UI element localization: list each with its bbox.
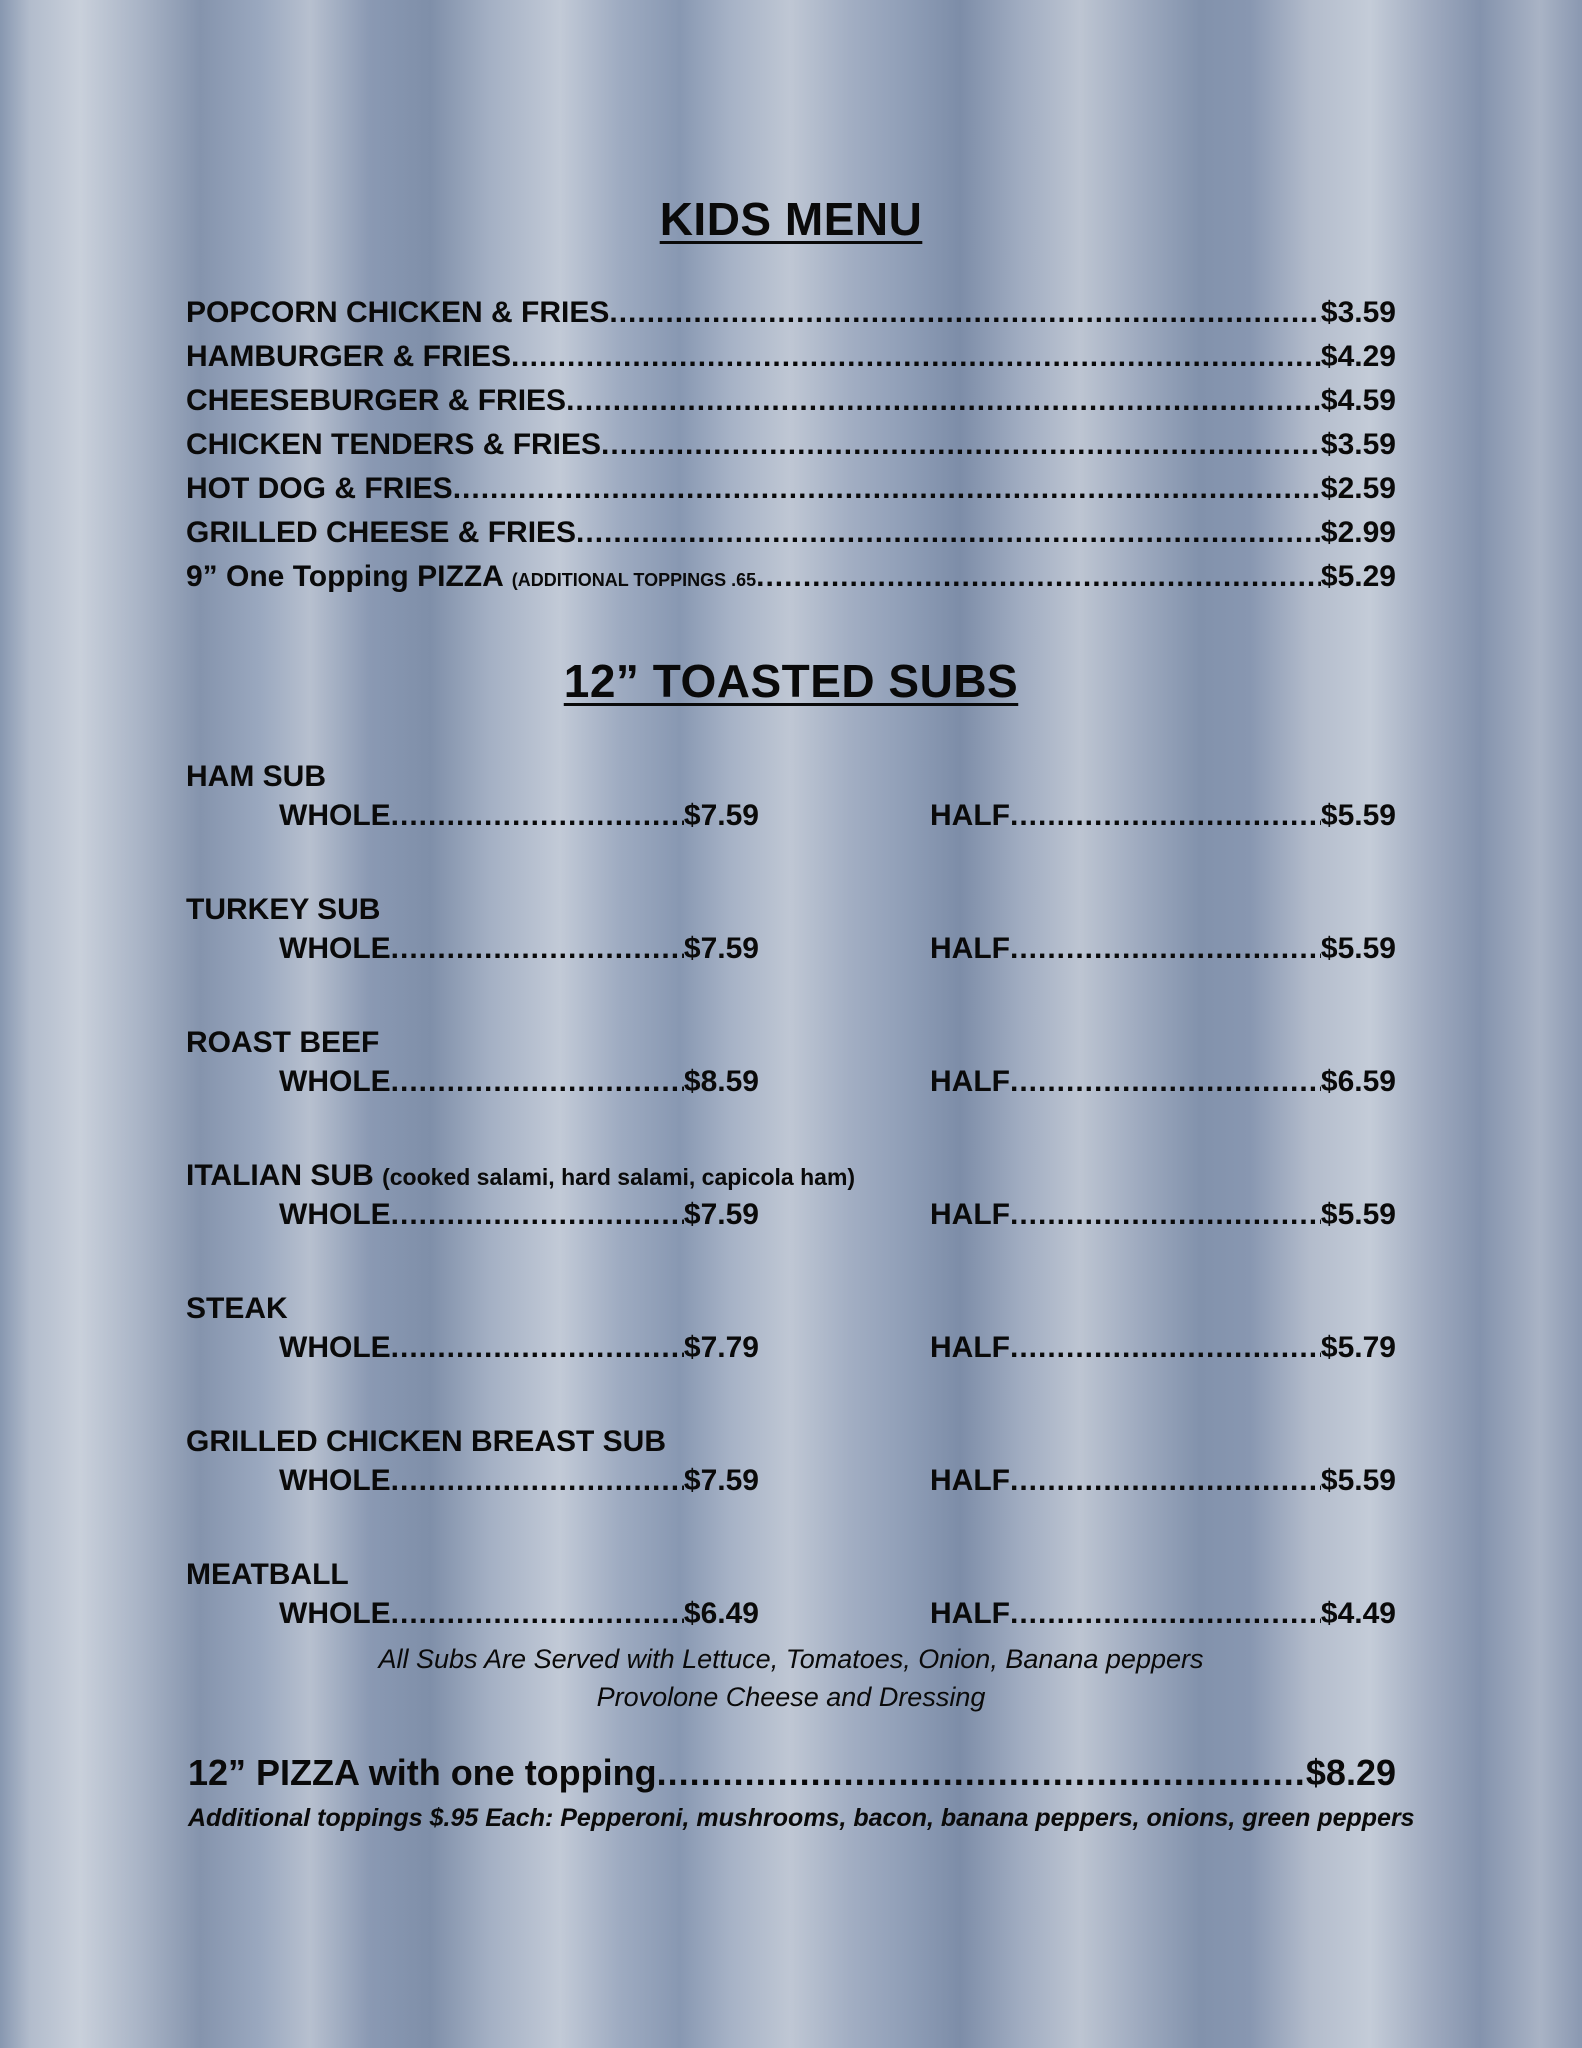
- dot-leader: [391, 1597, 684, 1631]
- dot-leader: [1010, 1597, 1321, 1631]
- half-value: $6.59: [1320, 1065, 1396, 1098]
- sub-name: MEATBALL: [186, 1558, 349, 1591]
- whole-label: WHOLE: [279, 799, 391, 832]
- half-price: [930, 1597, 1396, 1641]
- dot-leader: [1010, 932, 1321, 966]
- whole-label: WHOLE: [279, 1331, 391, 1364]
- whole-label: WHOLE: [279, 1597, 391, 1630]
- list-item: [186, 1420, 1396, 1553]
- whole-label: WHOLE: [279, 1464, 391, 1497]
- whole-price: [279, 1198, 759, 1242]
- list-item: [186, 340, 1396, 384]
- whole-label: WHOLE: [279, 932, 391, 965]
- list-item: [186, 384, 1396, 428]
- half-price: [930, 1065, 1396, 1109]
- half-value: $5.59: [1320, 799, 1396, 832]
- item-name: HOT DOG & FRIES: [186, 472, 453, 505]
- item-name: CHEESEBURGER & FRIES: [186, 384, 567, 417]
- item-name: POPCORN CHICKEN & FRIES: [186, 296, 610, 329]
- list-item: [186, 1287, 1396, 1420]
- dot-leader: [1010, 1464, 1321, 1498]
- list-item: [186, 296, 1396, 340]
- list-item: [186, 516, 1396, 560]
- half-value: $5.79: [1320, 1331, 1396, 1364]
- half-value: $5.59: [1320, 1464, 1396, 1497]
- item-price: $3.59: [1320, 296, 1396, 329]
- pizza-row: [188, 1752, 1396, 1794]
- item-name: 9” One Topping PIZZA: [186, 560, 504, 593]
- list-item: [186, 472, 1396, 516]
- kids-menu-title: KIDS MENU: [659, 193, 923, 245]
- whole-label: WHOLE: [279, 1065, 391, 1098]
- half-label: HALF: [930, 1198, 1010, 1231]
- dot-leader: [391, 1331, 684, 1365]
- half-value: $4.49: [1320, 1597, 1396, 1630]
- list-item: [186, 755, 1396, 888]
- whole-price: [279, 799, 759, 843]
- half-label: HALF: [930, 1464, 1010, 1497]
- whole-label: WHOLE: [279, 1198, 391, 1231]
- dot-leader: [566, 384, 1321, 418]
- whole-value: $7.59: [683, 799, 759, 832]
- sub-note: (cooked salami, hard salami, capicola ham): [382, 1164, 856, 1190]
- dot-leader: [576, 516, 1321, 550]
- kids-menu-list: [186, 296, 1396, 604]
- item-note: (ADDITIONAL TOPPINGS .65: [511, 570, 757, 590]
- whole-price: [279, 1331, 759, 1375]
- item-price: $4.59: [1320, 384, 1396, 417]
- half-label: HALF: [930, 1065, 1010, 1098]
- subs-served-note: [0, 1640, 1582, 1716]
- dot-leader: [391, 1464, 684, 1498]
- whole-value: $7.59: [683, 1464, 759, 1497]
- half-label: HALF: [930, 932, 1010, 965]
- dot-leader: [511, 340, 1321, 374]
- list-item: [186, 1154, 1396, 1287]
- dot-leader: [609, 296, 1321, 330]
- dot-leader: [391, 1065, 684, 1099]
- dot-leader: [601, 428, 1321, 462]
- whole-value: $7.59: [683, 1198, 759, 1231]
- item-name: GRILLED CHEESE & FRIES: [186, 516, 577, 549]
- half-price: [930, 932, 1396, 976]
- sub-name: ITALIAN SUB: [186, 1159, 374, 1192]
- dot-leader: [756, 560, 1321, 594]
- half-label: HALF: [930, 1597, 1010, 1630]
- half-price: [930, 1464, 1396, 1508]
- item-price: $2.99: [1320, 516, 1396, 549]
- dot-leader: [1010, 1198, 1321, 1232]
- sub-name: STEAK: [186, 1292, 288, 1325]
- served-line-2: Provolone Cheese and Dressing: [596, 1682, 986, 1712]
- item-price: $3.59: [1320, 428, 1396, 461]
- item-name: CHICKEN TENDERS & FRIES: [186, 428, 602, 461]
- half-price: [930, 1198, 1396, 1242]
- item-price: $5.29: [1320, 560, 1396, 593]
- whole-value: $7.79: [683, 1331, 759, 1364]
- item-name: HAMBURGER & FRIES: [186, 340, 512, 373]
- sub-name: ROAST BEEF: [186, 1026, 380, 1059]
- whole-price: [279, 932, 759, 976]
- dot-leader: [1010, 1065, 1321, 1099]
- dot-leader: [1010, 799, 1321, 833]
- list-item: [186, 560, 1396, 604]
- whole-value: $8.59: [683, 1065, 759, 1098]
- subs-list: [186, 755, 1396, 1686]
- list-item: [186, 1021, 1396, 1154]
- whole-price: [279, 1597, 759, 1641]
- sub-name: GRILLED CHICKEN BREAST SUB: [186, 1425, 667, 1458]
- dot-leader: [657, 1752, 1306, 1794]
- subs-title: 12” TOASTED SUBS: [563, 655, 1019, 707]
- whole-value: $6.49: [683, 1597, 759, 1630]
- half-label: HALF: [930, 1331, 1010, 1364]
- whole-value: $7.59: [683, 932, 759, 965]
- half-value: $5.59: [1320, 1198, 1396, 1231]
- dot-leader: [391, 799, 684, 833]
- whole-price: [279, 1065, 759, 1109]
- list-item: [186, 428, 1396, 472]
- dot-leader: [391, 932, 684, 966]
- dot-leader: [453, 472, 1321, 506]
- sub-name: TURKEY SUB: [186, 893, 381, 926]
- dot-leader: [391, 1198, 684, 1232]
- pizza-toppings-note: Additional toppings $.95 Each: Pepperoni, mushrooms, bacon, banana peppers, onions, green peppers: [188, 1804, 1415, 1832]
- half-price: [930, 1331, 1396, 1375]
- pizza-price: $8.29: [1305, 1752, 1396, 1793]
- item-price: $4.29: [1320, 340, 1396, 373]
- item-price: $2.59: [1320, 472, 1396, 505]
- list-item: [186, 888, 1396, 1021]
- served-line-1: All Subs Are Served with Lettuce, Tomatoes, Onion, Banana peppers: [378, 1644, 1204, 1674]
- dot-leader: [1010, 1331, 1321, 1365]
- half-price: [930, 799, 1396, 843]
- half-value: $5.59: [1320, 932, 1396, 965]
- pizza-name: 12” PIZZA with one topping: [188, 1752, 657, 1793]
- sub-name: HAM SUB: [186, 760, 326, 793]
- half-label: HALF: [930, 799, 1010, 832]
- whole-price: [279, 1464, 759, 1508]
